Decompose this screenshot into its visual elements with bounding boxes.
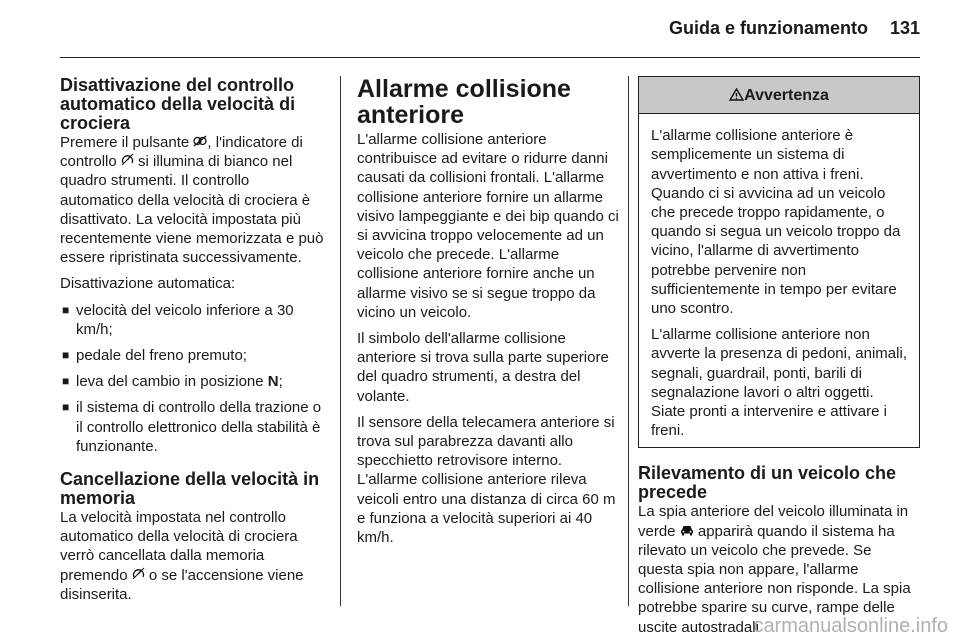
bullet-list — [60, 301, 324, 456]
text: La velocità impostata nel controllo automatico della velocità di crociera verrò cancellata dalla memoria premendo — [60, 509, 298, 584]
cruise-cancel-icon — [193, 133, 207, 152]
section-title: Guida e funzionamento — [668, 18, 868, 38]
header-divider — [60, 57, 920, 58]
warning-box — [638, 76, 920, 448]
heading-forward-collision-alert: Allarme collisione anteriore — [357, 75, 571, 129]
paragraph: Il simbolo dell'allarme collisione anteriore si trova sulla parte superiore del quadro strumenti, a destra del volante. — [357, 330, 609, 405]
gear-position: N — [267, 373, 279, 391]
text: ; — [278, 373, 283, 391]
paragraph: L'allarme collisione anteriore è semplicemente un sistema di avvertimento e non attiva i freni. Quando ci si avvicina ad un veicolo che precede troppo rapidamente, o quando si segua un veicolo troppo da vicino, l'allarme di avvertimento potrebbe pervenire non sufficientemente in tempo per evitare uno scontro. — [651, 127, 901, 318]
text: apparirà quando il sistema ha rilevato un veicolo che prevede. Se questa spia non appare, l'allarme collisione anteriore non risponde. La spia potrebbe sparire su curve, rampe delle uscite autostradali — [638, 522, 911, 636]
bullet-icon: ■ — [62, 302, 70, 317]
bullet-icon: ■ — [62, 348, 70, 363]
warning-title: Avvertenza — [744, 87, 829, 104]
warning-header — [639, 77, 919, 114]
bullet-icon: ■ — [62, 374, 70, 389]
list-item — [60, 346, 324, 365]
list-item — [60, 372, 324, 391]
text: , l'indicatore di controllo — [60, 134, 303, 171]
text: Premere il pulsante — [60, 134, 194, 151]
paragraph — [60, 133, 324, 267]
paragraph: Il sensore della telecamera anteriore si trova sul parabrezza davanti allo specchietto retrovisore interno. L'allarme collisione anteriore rileva veicoli entro una distanza di circa 60 m e funziona a velocità superiori ai 40 km/h. — [357, 413, 616, 547]
bullet-icon: ■ — [62, 400, 70, 415]
warning-body — [639, 114, 919, 440]
text: si illumina di bianco nel quadro strumenti. Il controllo automatico della velocità di crociera è disattivato. La velocità impostata più recentemente viene memorizzata e può essere ripristinata successivamente. — [60, 153, 324, 267]
cruise-indicator-icon — [121, 152, 134, 171]
cruise-indicator-icon — [132, 566, 145, 585]
paragraph: L'allarme collisione anteriore non avverte la presenza di pedoni, animali, segnali, guardrail, ponti, barili di segnalazione lavori o altri oggetti. Siate pronti a intervenire e attivare i freni. — [651, 326, 907, 440]
warning-triangle-icon — [729, 87, 744, 104]
heading-speed-memory-clear: Cancellazione della velocità in memoria — [60, 469, 320, 509]
column-middle — [357, 76, 622, 554]
text: pedale del freno premuto; — [76, 347, 247, 365]
text: La spia anteriore del veicolo illuminata in verde — [638, 503, 909, 540]
column-left — [60, 76, 324, 611]
text: velocità del veicolo inferiore a 30 km/h; — [76, 301, 294, 338]
heading-vehicle-ahead: Rilevamento di un veicolo che precede — [638, 463, 897, 503]
column-divider — [628, 76, 629, 606]
list-item — [60, 398, 324, 456]
text: il sistema di controllo della trazione o il controllo elettronico della stabilità è funzionante. — [76, 399, 322, 455]
heading-cruise-deactivation: Disattivazione del controllo automatico della velocità di crociera — [60, 75, 296, 133]
list-item — [60, 301, 324, 339]
text: o se l'accensione viene disinserita. — [60, 566, 304, 603]
page-number: 131 — [889, 18, 920, 38]
watermark: carmanualsonline.info — [753, 615, 948, 637]
paragraph: L'allarme collisione anteriore contribuisce ad evitare o ridurre danni causati da collisioni frontali. L'allarme collisione anteriore fornire un allarme visivo lampeggiante e dei bip quando ci si avvicina troppo velocemente ad un veicolo che precede. L'allarme collisione anteriore fornire anche un allarme visivo se si segue troppo da vicino un veicolo. — [357, 131, 619, 321]
column-right — [638, 76, 920, 644]
paragraph: Disattivazione automatica: — [60, 275, 236, 293]
column-divider — [340, 76, 341, 606]
paragraph — [60, 508, 324, 604]
text: leva del cambio in posizione — [76, 373, 268, 391]
vehicle-ahead-icon — [680, 522, 694, 541]
